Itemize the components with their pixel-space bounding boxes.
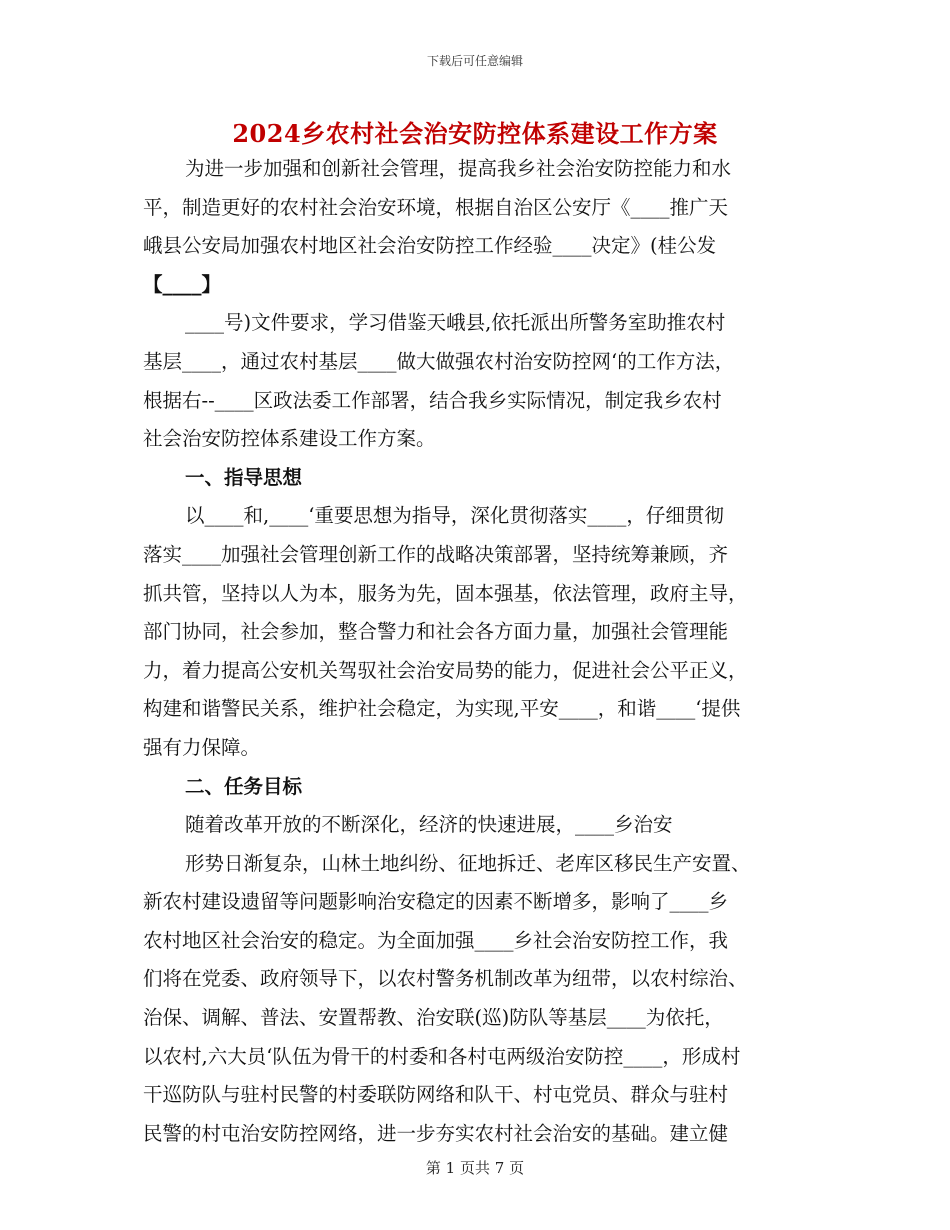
paragraph-line: 以____和,____‘重要思想为指导，深化贯彻落实____，仔细贯彻 [185, 504, 724, 528]
paragraph-line: 峨县公安局加强农村地区社会治安防控工作经验____决定》(桂公发 [143, 234, 717, 258]
paragraph-line: 基层____，通过农村基层____做大做强农村治安防控网‘的工作方法， [143, 349, 735, 373]
header-note: 下载后可任意编辑 [426, 54, 523, 68]
section-heading: 一、指导思想 [185, 465, 303, 489]
page-footer: 第 1 页共 7 页 [425, 1159, 525, 1177]
paragraph-line: 干巡防队与驻村民警的村委联防网络和队干、村屯党员、群众与驻村 [143, 1083, 729, 1107]
document-title: 2024乡农村社会治安防控体系建设工作方案 [232, 119, 718, 148]
paragraph-line: 民警的村屯治安防控网络，进一步夯实农村社会治安的基础。建立健 [143, 1121, 729, 1145]
paragraph-line: 社会治安防控体系建设工作方案。 [143, 427, 436, 451]
paragraph-line: 根据右--____区政法委工作部署，结合我乡实际情况，制定我乡农村 [143, 388, 722, 412]
paragraph-line: ____号)文件要求，学习借鉴天峨县,依托派出所警务室助推农村 [185, 311, 726, 335]
paragraph-line: 随着改革开放的不断深化，经济的快速进展，____乡治安 [185, 813, 673, 837]
paragraph-line: 部门协同，社会参加，整合警力和社会各方面力量，加强社会管理能 [143, 620, 729, 644]
paragraph-line: 新农村建设遗留等问题影响治安稳定的因素不断增多，影响了____乡 [143, 890, 729, 914]
paragraph-line: 平，制造更好的农村社会治安环境，根据自治区公安厅《____推广天 [143, 195, 729, 219]
paragraph-line: 形势日渐复杂，山林土地纠纷、征地拆迁、老库区移民生产安置、 [185, 851, 751, 875]
paragraph-line: 治保、调解、普法、安置帮教、治安联(巡)防队等基层____为依托， [143, 1006, 724, 1030]
paragraph-line: 抓共管，坚持以人为本，服务为先，固本强基，依法管理，政府主导， [143, 581, 748, 605]
section-heading: 二、任务目标 [185, 774, 303, 798]
paragraph-line: 以农村,六大员‘队伍为骨干的村委和各村屯两级治安防控____，形成村 [143, 1044, 741, 1068]
paragraph-line: 农村地区社会治安的稳定。为全面加强____乡社会治安防控工作，我 [143, 928, 729, 952]
section-heading: 【____】 [143, 272, 222, 296]
paragraph-line: 为进一步加强和创新社会管理，提高我乡社会治安防控能力和水 [185, 157, 732, 180]
paragraph-line: 强有力保障。 [143, 735, 261, 759]
document-body [143, 150, 813, 1153]
paragraph-line: 落实____加强社会管理创新工作的战略决策部署，坚持统筹兼顾，齐 [143, 542, 729, 566]
paragraph-line: 构建和谐警民关系，维护社会稳定，为实现,平安____，和谐____‘提供 [143, 697, 741, 721]
paragraph-line: 力，着力提高公安机关驾驭社会治安局势的能力，促进社会公平正义， [143, 658, 748, 682]
paragraph-line: 们将在党委、政府领导下，以农村警务机制改革为纽带，以农村综治、 [143, 967, 748, 991]
